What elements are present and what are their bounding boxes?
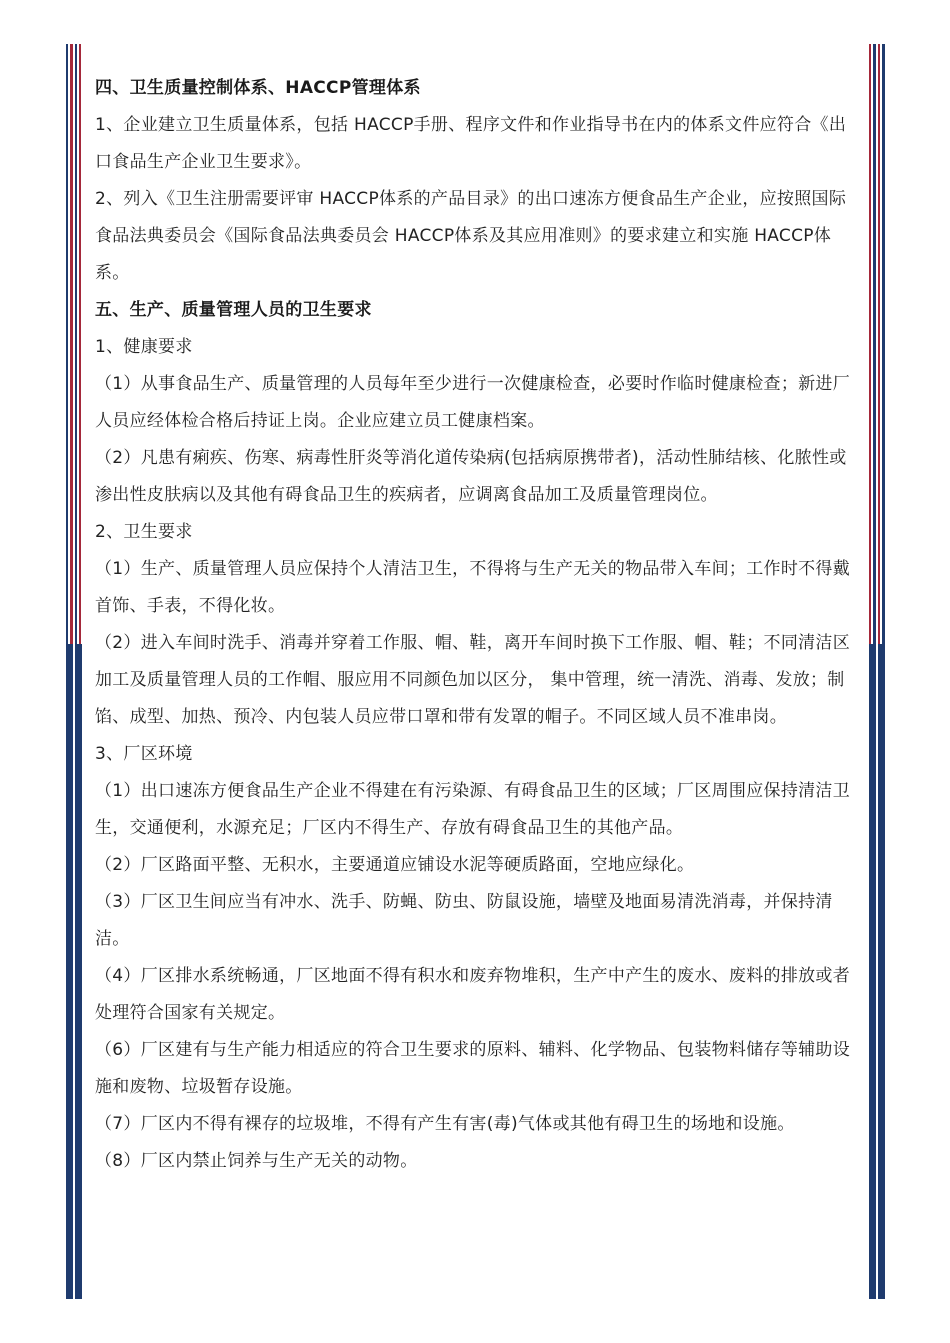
left-decorative-border	[66, 44, 84, 1299]
paragraph: （2）厂区路面平整、无积水，主要通道应铺设水泥等硬质路面，空地应绿化。	[95, 855, 695, 875]
subsection-title: 2、卫生要求	[95, 522, 193, 542]
right-decorative-border	[869, 44, 887, 1299]
paragraph: （6）厂区建有与生产能力相适应的符合卫生要求的原料、辅料、化学物品、包装物料储存等辅助设施和废物、垃圾暂存设施。	[95, 1040, 851, 1097]
section-heading: 四、卫生质量控制体系、HACCP管理体系	[95, 78, 421, 98]
subsection-title: 3、厂区环境	[95, 744, 193, 764]
paragraph: （3）厂区卫生间应当有冲水、洗手、防蝇、防虫、防鼠设施，墙壁及地面易清洗消毒，并保持清洁。	[95, 892, 833, 949]
paragraph: （1）出口速冻方便食品生产企业不得建在有污染源、有碍食品卫生的区域；厂区周围应保持清洁卫生，交通便利，水源充足；厂区内不得生产、存放有碍食品卫生的其他产品。	[95, 781, 851, 838]
paragraph: （4）厂区排水系统畅通，厂区地面不得有积水和废弃物堆积，生产中产生的废水、废料的排放或者处理符合国家有关规定。	[95, 966, 851, 1023]
document-body	[95, 70, 860, 1180]
paragraph: （7）厂区内不得有裸存的垃圾堆，不得有产生有害(毒)气体或其他有碍卫生的场地和设施。	[95, 1114, 795, 1134]
paragraph: 1、企业建立卫生质量体系，包括 HACCP手册、程序文件和作业指导书在内的体系文件应符合《出口食品生产企业卫生要求》。	[95, 115, 847, 172]
paragraph: （8）厂区内禁止饲养与生产无关的动物。	[95, 1151, 418, 1171]
paragraph: （2）凡患有痢疾、伤寒、病毒性肝炎等消化道传染病(包括病原携带者)，活动性肺结核、化脓性或渗出性皮肤病以及其他有碍食品卫生的疾病者，应调离食品加工及质量管理岗位。	[95, 448, 847, 505]
section-heading: 五、生产、质量管理人员的卫生要求	[95, 300, 372, 320]
subsection-title: 1、健康要求	[95, 337, 193, 357]
paragraph: （1）生产、质量管理人员应保持个人清洁卫生，不得将与生产无关的物品带入车间；工作时不得戴首饰、手表，不得化妆。	[95, 559, 851, 616]
paragraph: 2、列入《卫生注册需要评审 HACCP体系的产品目录》的出口速冻方便食品生产企业，应按照国际食品法典委员会《国际食品法典委员会 HACCP体系及其应用准则》的要求建立和实施 HACCP体系。	[95, 189, 847, 283]
paragraph: （2）进入车间时洗手、消毒并穿着工作服、帽、鞋，离开车间时换下工作服、帽、鞋；不同清洁区加工及质量管理人员的工作帽、服应用不同颜色加以区分， 集中管理，统一清洗、消毒、发放；制馅、成型、加热、预冷、内包装人员应带口罩和带有发罩的帽子。不同区域人员不准串岗。	[95, 633, 851, 727]
paragraph: （1）从事食品生产、质量管理的人员每年至少进行一次健康检查，必要时作临时健康检查；新进厂人员应经体检合格后持证上岗。企业应建立员工健康档案。	[95, 374, 851, 431]
